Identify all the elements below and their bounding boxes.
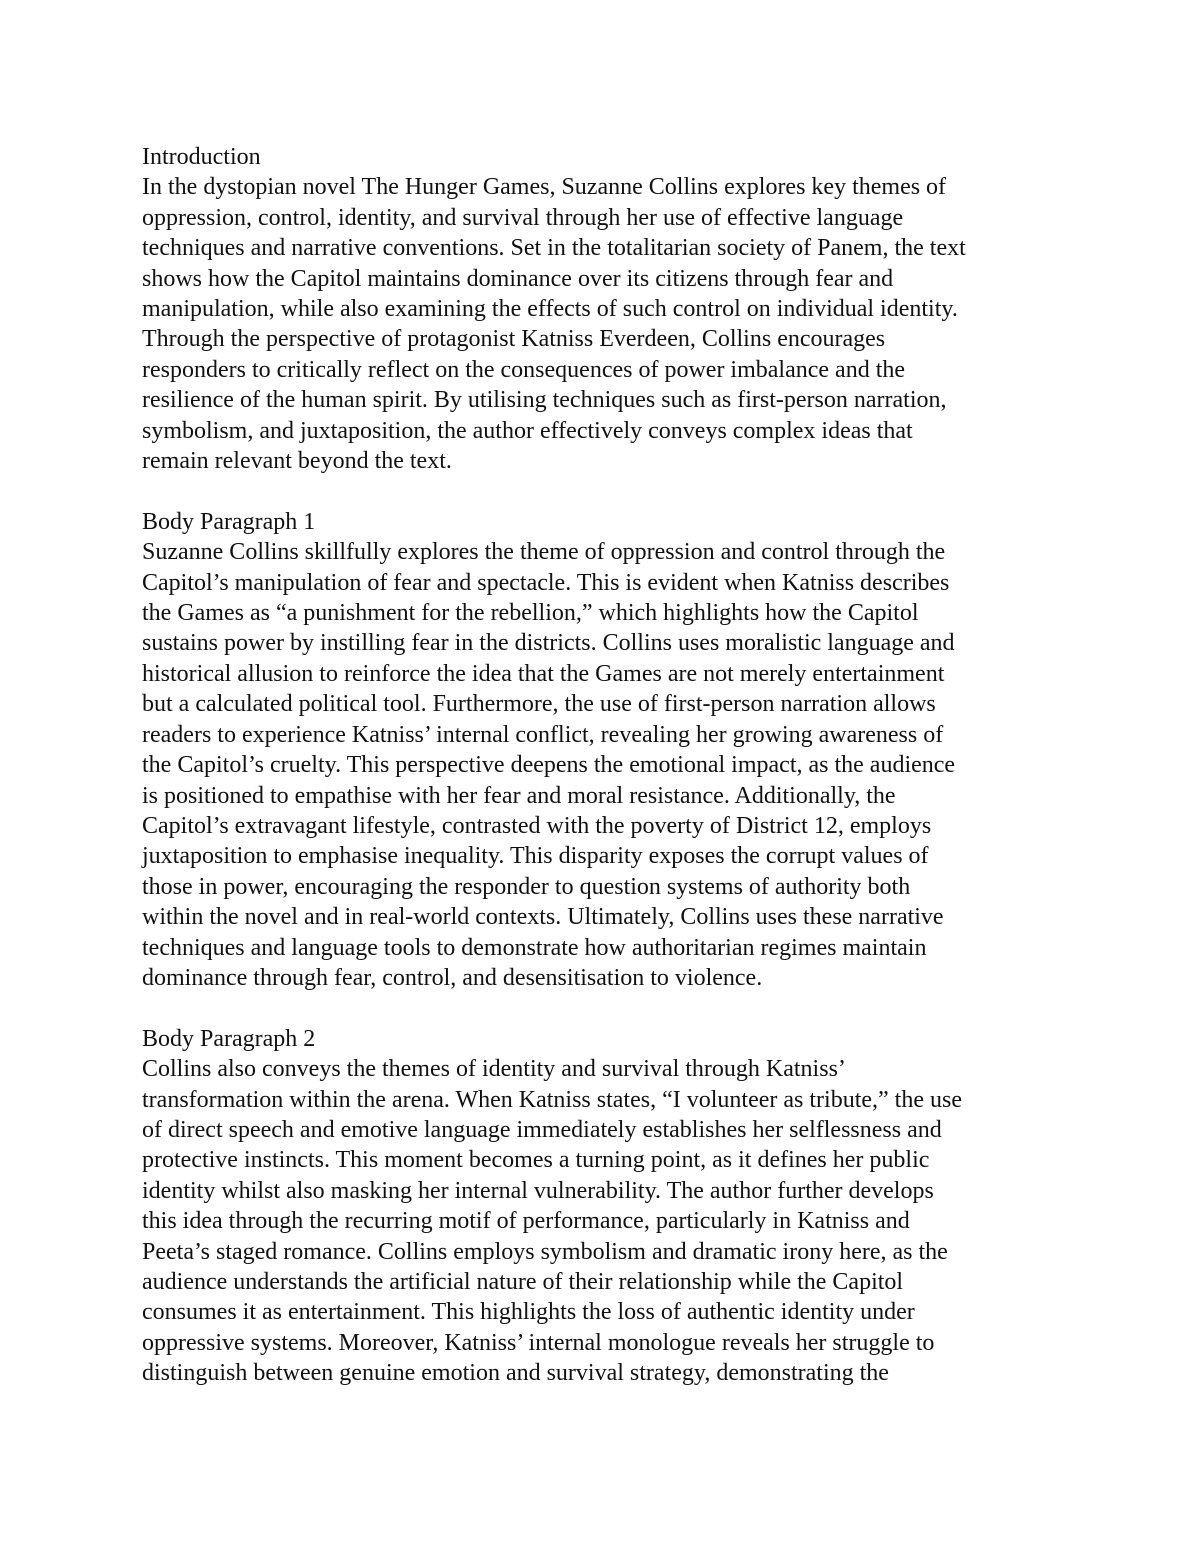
text-line: readers to experience Katniss’ internal conflict, revealing her growing awareness of bbox=[142, 721, 944, 748]
text-line: Capitol’s extravagant lifestyle, contrasted with the poverty of District 12, employs bbox=[142, 812, 932, 839]
text-line: remain relevant beyond the text. bbox=[142, 448, 452, 475]
text-line: sustains power by instilling fear in the districts. Collins uses moralistic language and bbox=[142, 630, 955, 657]
section-heading: Body Paragraph 1 bbox=[142, 508, 316, 535]
text-line: Peeta’s staged romance. Collins employs symbolism and dramatic irony here, as the bbox=[142, 1238, 948, 1265]
text-line: oppression, control, identity, and survival through her use of effective language bbox=[142, 204, 904, 231]
text-line: this idea through the recurring motif of performance, particularly in Katniss and bbox=[142, 1208, 910, 1235]
section-heading: Body Paragraph 2 bbox=[142, 1025, 316, 1052]
text-line: shows how the Capitol maintains dominance over its citizens through fear and bbox=[142, 265, 894, 292]
document-body bbox=[142, 142, 1082, 1419]
section-body-paragraph-2 bbox=[142, 1024, 1082, 1389]
section-heading: Introduction bbox=[142, 144, 261, 170]
section-introduction bbox=[142, 142, 1082, 476]
text-line: protective instincts. This moment becomes a turning point, as it defines her public bbox=[142, 1147, 930, 1174]
text-line: those in power, encouraging the responder to question systems of authority both bbox=[142, 873, 911, 900]
text-line: Collins also conveys the themes of identity and survival through Katniss’ bbox=[142, 1056, 846, 1083]
text-line: the Capitol’s cruelty. This perspective deepens the emotional impact, as the audience bbox=[142, 752, 956, 779]
text-line: historical allusion to reinforce the idea that the Games are not merely entertainment bbox=[142, 660, 945, 687]
text-line: the Games as “a punishment for the rebellion,” which highlights how the Capitol bbox=[142, 600, 919, 627]
text-line: oppressive systems. Moreover, Katniss’ internal monologue reveals her struggle to bbox=[142, 1329, 935, 1356]
text-line: audience understands the artificial nature of their relationship while the Capitol bbox=[142, 1269, 904, 1295]
text-line: of direct speech and emotive language immediately establishes her selflessness and bbox=[142, 1116, 942, 1143]
text-line: is positioned to empathise with her fear and moral resistance. Additionally, the bbox=[142, 782, 896, 809]
text-line: distinguish between genuine emotion and survival strategy, demonstrating the bbox=[142, 1360, 889, 1387]
text-line: Capitol’s manipulation of fear and spectacle. This is evident when Katniss describes bbox=[142, 569, 950, 596]
text-line: resilience of the human spirit. By utilising techniques such as first-person narration, bbox=[142, 387, 947, 414]
text-line: techniques and narrative conventions. Set in the totalitarian society of Panem, the text bbox=[142, 235, 966, 262]
text-line: identity whilst also masking her internal vulnerability. The author further develops bbox=[142, 1177, 934, 1204]
text-line: Through the perspective of protagonist Katniss Everdeen, Collins encourages bbox=[142, 326, 886, 353]
text-line: Suzanne Collins skillfully explores the theme of oppression and control through the bbox=[142, 539, 946, 566]
section-body-paragraph-1 bbox=[142, 507, 1082, 994]
text-line: consumes it as entertainment. This highlights the loss of authentic identity under bbox=[142, 1299, 915, 1326]
text-line: In the dystopian novel The Hunger Games, Suzanne Collins explores key themes of bbox=[142, 174, 947, 201]
text-line: transformation within the arena. When Katniss states, “I volunteer as tribute,” the use bbox=[142, 1086, 962, 1113]
text-line: responders to critically reflect on the consequences of power imbalance and the bbox=[142, 356, 906, 383]
text-line: manipulation, while also examining the effects of such control on individual identity. bbox=[142, 296, 958, 323]
text-line: within the novel and in real-world contexts. Ultimately, Collins uses these narrative bbox=[142, 904, 944, 931]
text-line: techniques and language tools to demonstrate how authoritarian regimes maintain bbox=[142, 934, 927, 961]
text-line: juxtaposition to emphasise inequality. This disparity exposes the corrupt values of bbox=[142, 843, 929, 870]
text-line: but a calculated political tool. Furthermore, the use of first-person narration allows bbox=[142, 691, 936, 718]
text-line: dominance through fear, control, and desensitisation to violence. bbox=[142, 964, 763, 991]
text-line: symbolism, and juxtaposition, the author effectively conveys complex ideas that bbox=[142, 417, 913, 444]
